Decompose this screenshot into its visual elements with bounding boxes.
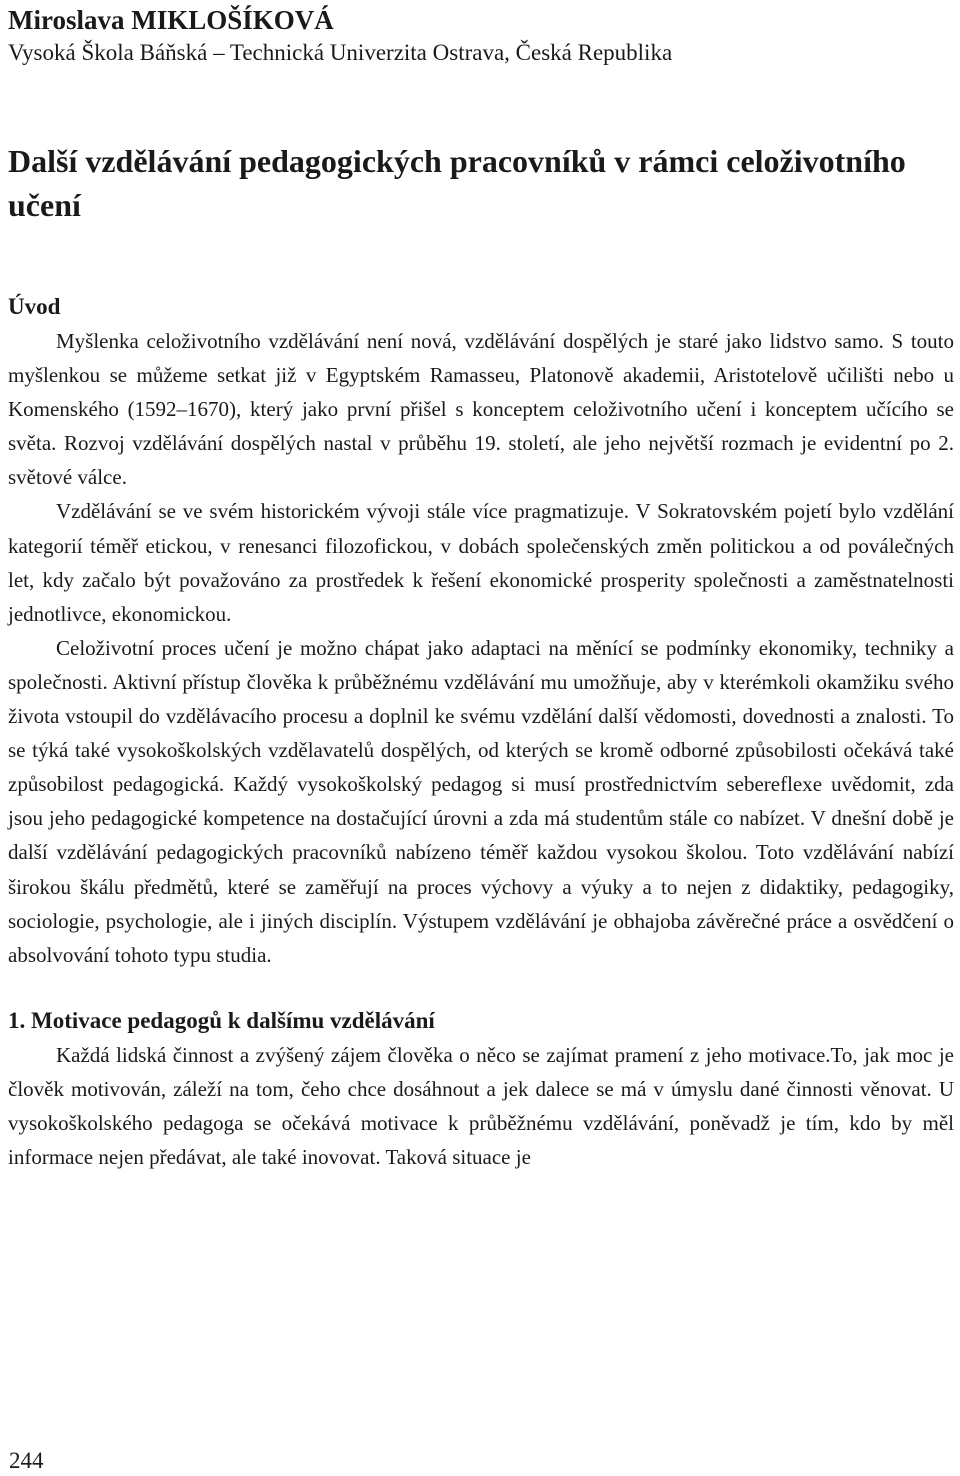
author-name: Miroslava MIKLOŠÍKOVÁ	[8, 5, 334, 35]
introduction-heading: Úvod	[8, 294, 61, 319]
introduction-paragraph-2: Vzdělávání se ve svém historickém vývoji stále více pragmatizuje. V Sokratovském pojetí bylo vzdělání kategorií téměř etickou, v renesanci filozofickou, v dobách společenských změn politickou a od poválečných let, kdy začalo být považováno za prostředek k řešení ekonomické prosperity společnosti a zaměstnatelnosti jednotlivce, ekonomickou.	[8, 499, 954, 626]
article-title: Další vzdělávání pedagogických pracovníků v rámci celoživotního učení	[8, 143, 906, 223]
page-number: 244	[9, 1448, 44, 1473]
section-1-paragraph-1: Každá lidská činnost a zvýšený zájem člověka o něco se zajímat pramení z jeho motivace.To, jak moc je člověk motivován, záleží na tom, čeho chce dosáhnout a jek dalece se má v úmyslu dané činnosti věnovat. U vysokoškolského pedagoga se očekává motivace k průběžnému vzdělávání, poněvadž je tím, kdo by měl informace nejen předávat, ale také inovovat. Taková situace je	[8, 1042, 954, 1170]
author-affiliation: Vysoká Škola Báňská – Technická Univerzita Ostrava, Česká Republika	[8, 40, 673, 65]
section-1-heading: 1. Motivace pedagogů k dalšímu vzdělávání	[8, 1007, 435, 1033]
introduction-paragraph-1: Myšlenka celoživotního vzdělávání není nová, vzdělávání dospělých je staré jako lidstvo samo. S touto myšlenkou se můžeme setkat již v Egyptském Ramasseu, Platonově akademii, Aristotelově učilišti nebo u Komenského (1592–1670), který jako první přišel s konceptem celoživotního učení i konceptem učícího se světa. Rozvoj vzdělávání dospělých nastal v průběhu 19. století, ale jeho největší rozmach je evidentní po 2. světové válce.	[8, 329, 954, 490]
document-page	[8, 0, 954, 1174]
introduction-paragraph-3: Celoživotní proces učení je možno chápat jako adaptaci na měnící se podmínky ekonomiky, techniky a společnosti. Aktivní přístup člověka k průběžnému vzdělávání mu umožňuje, aby v kterémkoli okamžiku svého života vstoupil do vzdělávacího procesu a doplnil ke svému vzdělání další vědomosti, dovednosti a znalosti. To se týká také vysokoškolských vzdělavatelů dospělých, od kterých se kromě odborné způsobilosti očekává také způsobilost pedagogická. Každý vysokoškolský pedagog si musí prostřednictvím sebereflexe uvědomit, zda jsou jeho pedagogické kompetence na dostačující úrovni a zda má studentům stále co nabízet. V dnešní době je další vzdělávání pedagogických pracovníků nabízeno téměř každou vysokou školou. Toto vzdělávání nabízí širokou škálu předmětů, které se zaměřují na proces výchovy a výuky a to nejen z didaktiky, pedagogiky, sociologie, psychologie, ale i jiných disciplín. Výstupem vzdělávání je obhajoba závěrečné práce a osvědčení o absolvování tohoto typu studia.	[8, 635, 954, 967]
